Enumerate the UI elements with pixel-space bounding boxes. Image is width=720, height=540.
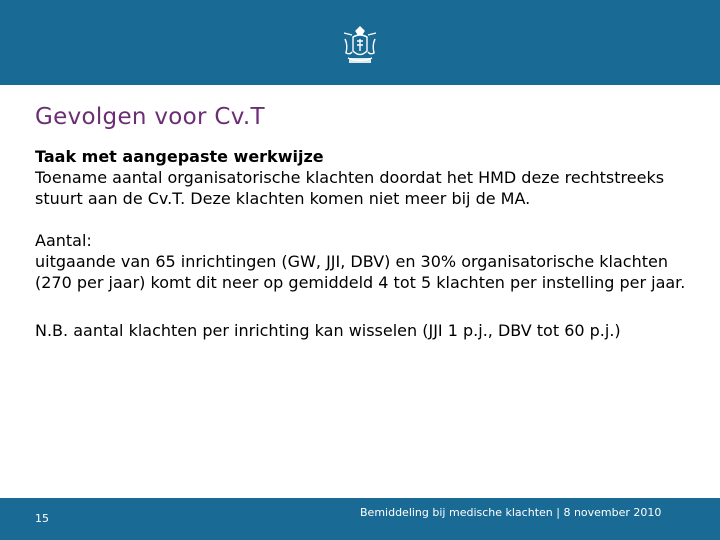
slide-title: Gevolgen voor Cv.T	[35, 104, 265, 130]
paragraph-increase: Toename aantal organisatorische klachten doordat het HMD deze rechtstreeks stuurt aan de Cv.T. Deze klachten komen niet meer bij de MA.	[35, 168, 665, 208]
footer-text: Bemiddeling bij medische klachten | 8 november 2010	[360, 506, 662, 519]
amount-label: Aantal:	[35, 231, 92, 250]
header-bar	[0, 0, 720, 85]
slide-body	[35, 146, 690, 341]
coat-of-arms-icon	[340, 25, 380, 67]
footer-bar	[0, 498, 720, 540]
note: N.B. aantal klachten per inrichting kan wisselen (JJI 1 p.j., DBV tot 60 p.j.)	[35, 321, 621, 340]
paragraph-amount: uitgaande van 65 inrichtingen (GW, JJI, DBV) en 30% organisatorische klachten (270 per jaar) komt dit neer op gemiddeld 4 tot 5 klachten per instelling per jaar.	[35, 252, 686, 292]
page-number: 15	[35, 512, 49, 525]
subheading: Taak met aangepaste werkwijze	[35, 147, 324, 166]
